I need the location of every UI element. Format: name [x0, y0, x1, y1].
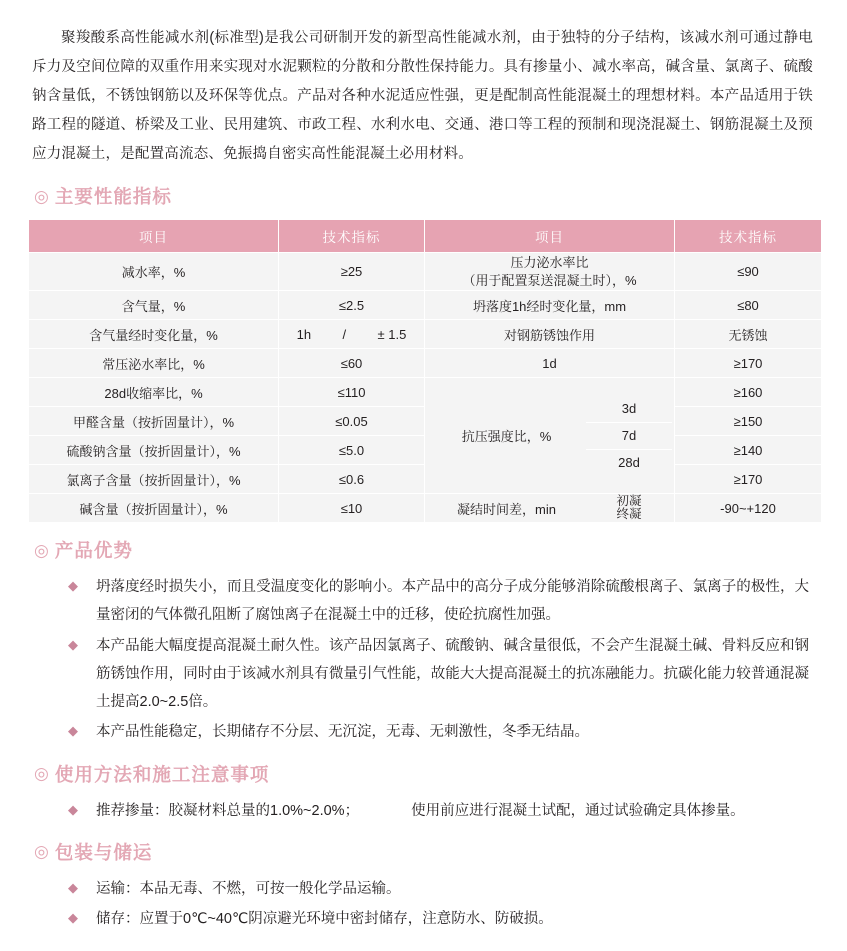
strength-sub-7d: 7d — [586, 423, 672, 450]
cell-value: ≤60 — [279, 349, 425, 378]
section-header-package — [34, 839, 819, 865]
strength-ratio-label: 抗压强度比，% — [461, 429, 552, 445]
table-row — [29, 253, 822, 291]
strength-sub-28d: 28d — [618, 454, 640, 470]
cell-item: 对钢筋锈蚀作用 — [425, 320, 675, 349]
list-item — [68, 905, 809, 933]
cell-value: ≤10 — [279, 494, 425, 523]
cell-item: 碱含量（按折固量计），% — [29, 494, 279, 523]
diamond-icon: ◆ — [68, 723, 78, 739]
advantage-list — [28, 573, 819, 747]
cell-item-line1: 压力泌水率比 — [510, 255, 589, 270]
cell-item: 1d — [425, 349, 675, 378]
section-title: 产品优势 — [54, 540, 133, 562]
cell-value: ≤0.6 — [279, 465, 425, 494]
spec-table — [28, 219, 822, 523]
setting-time-label: 凝结时间差，min — [457, 501, 556, 517]
cell-value: ≥160 — [675, 378, 822, 407]
table-row — [29, 349, 822, 378]
cell-value: ≤0.05 — [279, 407, 425, 436]
setting-sub-initial: 初凝 — [616, 494, 642, 509]
list-item-text: 储存：应置于0℃~40℃阴凉避光环境中密封储存，注意防水、防破损。 — [96, 911, 553, 928]
section-title: 包装与储运 — [54, 841, 153, 863]
cell-value: ≥170 — [675, 349, 822, 378]
diamond-icon: ◆ — [68, 636, 78, 652]
cell-value: 无锈蚀 — [675, 320, 822, 349]
list-item — [68, 875, 809, 903]
cell-item: 含气量，% — [29, 291, 279, 320]
section-header-usage — [34, 761, 819, 787]
cell-value: ≥25 — [279, 253, 425, 291]
cell-item — [425, 253, 675, 291]
cell-value: ≥140 — [675, 436, 822, 465]
table-header-row — [29, 220, 822, 253]
cell-item-strength-ratio — [425, 378, 675, 494]
usage-dosage-text: 推荐掺量：胶凝材料总量的1.0%~2.0%； — [96, 802, 360, 819]
cell-item: 甲醛含量（按折固量计），% — [29, 407, 279, 436]
usage-line — [96, 797, 809, 825]
diamond-icon: ◆ — [68, 879, 78, 895]
cell-item: 氯离子含量（按折固量计），% — [29, 465, 279, 494]
cell-value: ≥150 — [675, 407, 822, 436]
column-header-value-left: 技术指标 — [279, 220, 425, 253]
section-header-advantage — [34, 537, 819, 563]
usage-trial-text: 使用前应进行混凝土试配，通过试验确定具体掺量。 — [411, 802, 745, 819]
cell-item: 坍落度1h经时变化量，mm — [425, 291, 675, 320]
cell-value-1d: ≥170 — [675, 465, 822, 494]
diamond-icon: ◆ — [68, 578, 78, 594]
ring-icon: ◎ — [34, 186, 49, 206]
section-header-spec — [34, 183, 819, 209]
table-row — [29, 494, 822, 523]
usage-list — [28, 797, 819, 825]
intro-paragraph: 聚羧酸系高性能减水剂(标准型)是我公司研制开发的新型高性能减水剂，由于独特的分子结构，该减水剂可通过静电斥力及空间位障的双重作用来实现对水泥颗粒的分散和分散性保持能力。具有掺量小、减水率高，碱含量、氯离子、硫酸钠含量低，不锈蚀钢筋以及环保等优点。产品对各种水泥适应性强，更是配制高性能混凝土的理想材料。本产品适用于铁路工程的隧道、桥梁及工业、民用建筑、市政工程、水利水电、交通、港口等工程的预制和现浇混凝土、钢筋混凝土及预应力混凝土，是配置高流态、免振捣自密实高性能混凝土必用材料。 — [32, 30, 813, 162]
list-item — [68, 632, 809, 717]
table-row — [29, 378, 822, 407]
cell-value-b: / — [342, 326, 347, 342]
column-header-item-right: 项目 — [425, 220, 675, 253]
ring-icon: ◎ — [34, 842, 49, 862]
cell-item: 硫酸钠含量（按折固量计），% — [29, 436, 279, 465]
list-item — [68, 797, 809, 825]
table-row — [29, 320, 822, 349]
list-item-text: 本产品性能稳定，长期储存不分层、无沉淀，无毒、无刺激性，冬季无结晶。 — [96, 724, 589, 741]
list-item — [68, 573, 809, 630]
list-item-text: 本产品能大幅度提高混凝土耐久性。该产品因氯离子、硫酸钠、碱含量很低，不会产生混凝土碱、骨料反应和钢筋锈蚀作用，同时由于该减水剂具有微量引气性能，故能大大提高混凝土的抗冻融能力。抗碳化能力较普通混凝土提高2.0~2.5倍。 — [96, 637, 809, 711]
table-row — [29, 291, 822, 320]
list-item-text: 运输：本品无毒、不燃，可按一般化学品运输。 — [96, 880, 401, 897]
cell-item: 减水率，% — [29, 253, 279, 291]
cell-value — [279, 320, 425, 349]
list-item-text: 坍落度经时损失小，而且受温度变化的影响小。本产品中的高分子成分能够消除硫酸根离子、氯离子的极性，大量密闭的气体微孔阻断了腐蚀离子在混凝土中的迁移，使砼抗腐性加强。 — [96, 579, 809, 624]
cell-value: ≤90 — [675, 253, 822, 291]
setting-sub-final: 终凝 — [616, 507, 642, 522]
column-header-item-left: 项目 — [29, 220, 279, 253]
ring-icon: ◎ — [34, 764, 49, 784]
package-list — [28, 875, 819, 934]
cell-value-a: 1h — [296, 326, 312, 342]
cell-item-setting-time — [425, 494, 675, 523]
cell-value: ≤80 — [675, 291, 822, 320]
column-header-value-right: 技术指标 — [675, 220, 822, 253]
cell-item: 常压泌水率比，% — [29, 349, 279, 378]
footer-spacer — [28, 935, 819, 941]
diamond-icon: ◆ — [68, 910, 78, 926]
section-title: 主要性能指标 — [54, 186, 172, 207]
cell-item: 28d收缩率比，% — [29, 378, 279, 407]
cell-value-setting: -90~+120 — [675, 494, 822, 523]
strength-sub-3d: 3d — [586, 396, 672, 423]
cell-item: 含气量经时变化量，% — [29, 320, 279, 349]
diamond-icon: ◆ — [68, 801, 78, 817]
cell-item-line2: （用于配置泵送混凝土时），% — [462, 272, 637, 288]
cell-value: ≤5.0 — [279, 436, 425, 465]
section-title: 使用方法和施工注意事项 — [54, 763, 270, 785]
list-item — [68, 718, 809, 746]
ring-icon: ◎ — [34, 540, 49, 560]
cell-value: ≤110 — [279, 378, 425, 407]
cell-value: ≤2.5 — [279, 291, 425, 320]
cell-value-c: ± 1.5 — [377, 326, 407, 342]
